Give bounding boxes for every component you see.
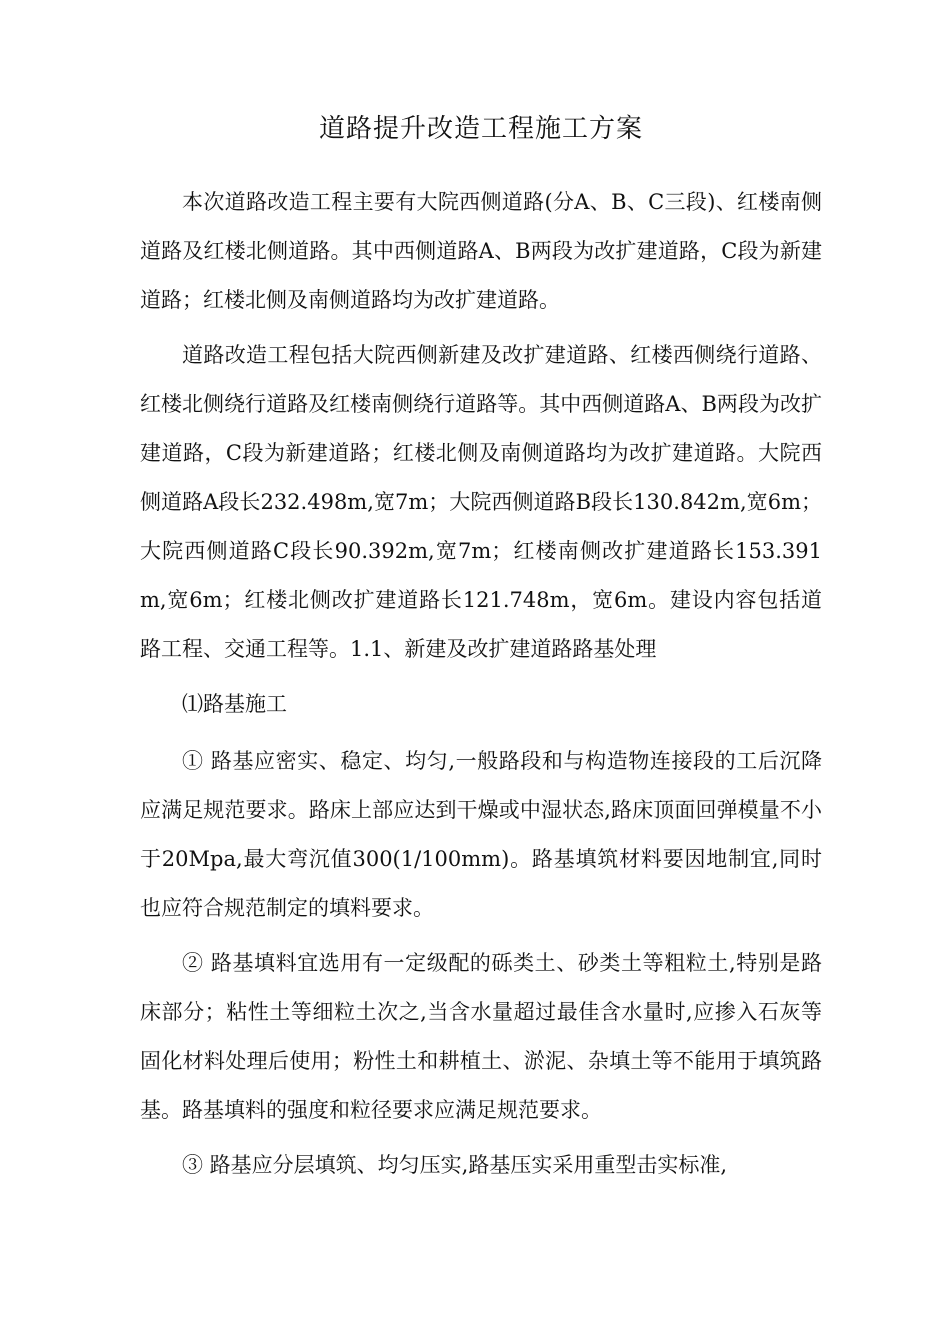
document-title: 道路提升改造工程施工方案 [318, 114, 643, 144]
paragraph-item-2: ② 路基填料宜选用有一定级配的砾类土、砂类土等粗粒土,特别是路床部分；粘性土等细粒土次之,当含水量超过最佳含水量时,应掺入石灰等固化材料处理后使用；粉性土和耕植土、淤泥、杂填土等不能用于填筑路基。路基填料的强度和粒径要求应满足规范要求。 [140, 951, 822, 1122]
paragraph-overview: 本次道路改造工程主要有大院西侧道路(分A、B、C三段)、红楼南侧道路及红楼北侧道路。其中西侧道路A、B两段为改扩建道路，C段为新建道路；红楼北侧及南侧道路均为改扩建道路。 [140, 190, 822, 312]
document-page [140, 100, 822, 1196]
paragraph-item-1: ① 路基应密实、稳定、均匀,一般路段和与构造物连接段的工后沉降应满足规范要求。路床上部应达到干燥或中湿状态,路床顶面回弹模量不小于20Mpa,最大弯沉值300(1/100mm)。路基填筑材料要因地制宜,同时也应符合规范制定的填料要求。 [140, 749, 822, 920]
paragraph-scope: 道路改造工程包括大院西侧新建及改扩建道路、红楼西侧绕行道路、红楼北侧绕行道路及红楼南侧绕行道路等。其中西侧道路A、B两段为改扩建道路，C段为新建道路；红楼北侧及南侧道路均为改扩建道路。大院西侧道路A段长232.498m,宽7m；大院西侧道路B段长130.842m,宽6m；大院西侧道路C段长90.392m,宽7m；红楼南侧改扩建道路长153.391m,宽6m；红楼北侧改扩建道路长121.748m，宽6m。建设内容包括道路工程、交通工程等。1.1、新建及改扩建道路路基处理 [140, 343, 822, 661]
paragraph-item-3: ③ 路基应分层填筑、均匀压实,路基压实采用重型击实标准, [182, 1153, 728, 1177]
section-heading-subgrade: ⑴路基施工 [182, 692, 287, 716]
